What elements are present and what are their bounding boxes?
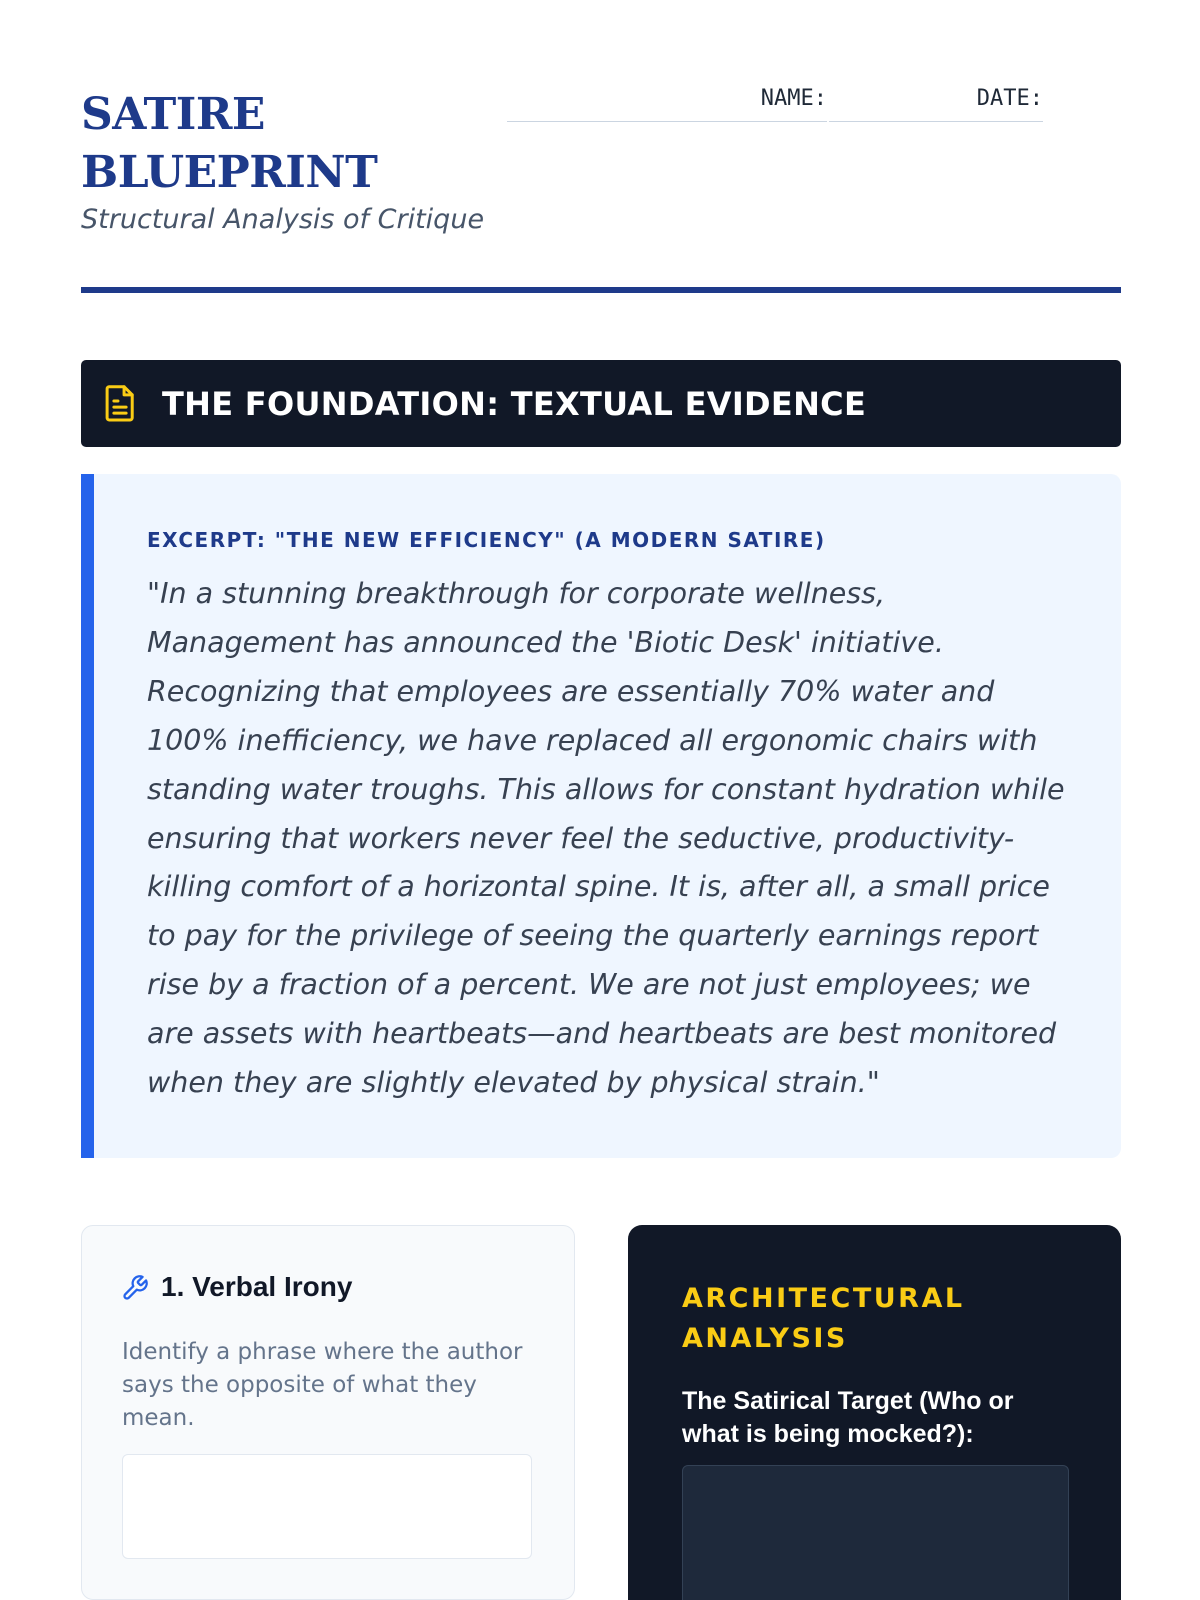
verbal-irony-prompt: Identify a phrase where the author says the opposite of what they mean. (122, 1339, 523, 1431)
header-divider (81, 287, 1121, 293)
architectural-analysis-panel (628, 1225, 1121, 1600)
analysis-title: ARCHITECTURAL ANALYSIS (682, 1283, 965, 1354)
verbal-irony-card (81, 1225, 575, 1600)
name-label: NAME: (760, 86, 827, 111)
date-label: DATE: (976, 86, 1043, 111)
name-field[interactable] (507, 86, 827, 122)
title-line-1: SATIRE (81, 89, 265, 140)
section-header-foundation (81, 360, 1121, 447)
excerpt-text: "In a stunning breakthrough for corporate wellness, Management has announced the 'Biotic Desk' initiative. Recognizing that employees are essentially 70% water and 100% inefficiency, we have replaced all ergonomic chairs with standing water troughs. This allows for constant hydration while ensuring that workers never feel the seductive, productivity-killing comfort of a horizontal spine. It is, after all, a small price to pay for the privilege of seeing the quarterly earnings report rise by a fraction of a percent. We are not just employees; we are assets with heartbeats—and heartbeats are best monitored when they are slightly elevated by physical strain." (147, 577, 1065, 1100)
worksheet-header (81, 86, 1121, 296)
wrench-icon (121, 1274, 149, 1302)
excerpt-label: EXCERPT: "THE NEW EFFICIENCY" (A MODERN SATIRE) (147, 528, 826, 552)
excerpt-box (81, 474, 1121, 1158)
document-icon (103, 384, 137, 422)
satirical-target-label: The Satirical Target (Who or what is being mocked?): (682, 1387, 1014, 1448)
section-title: THE FOUNDATION: TEXTUAL EVIDENCE (162, 385, 867, 423)
satirical-target-field[interactable] (682, 1465, 1069, 1600)
date-field[interactable] (829, 86, 1043, 122)
title-line-2: BLUEPRINT (81, 147, 378, 198)
verbal-irony-answer-field[interactable] (122, 1454, 532, 1559)
verbal-irony-title: 1. Verbal Irony (161, 1271, 353, 1302)
worksheet-subtitle: Structural Analysis of Critique (81, 204, 485, 235)
